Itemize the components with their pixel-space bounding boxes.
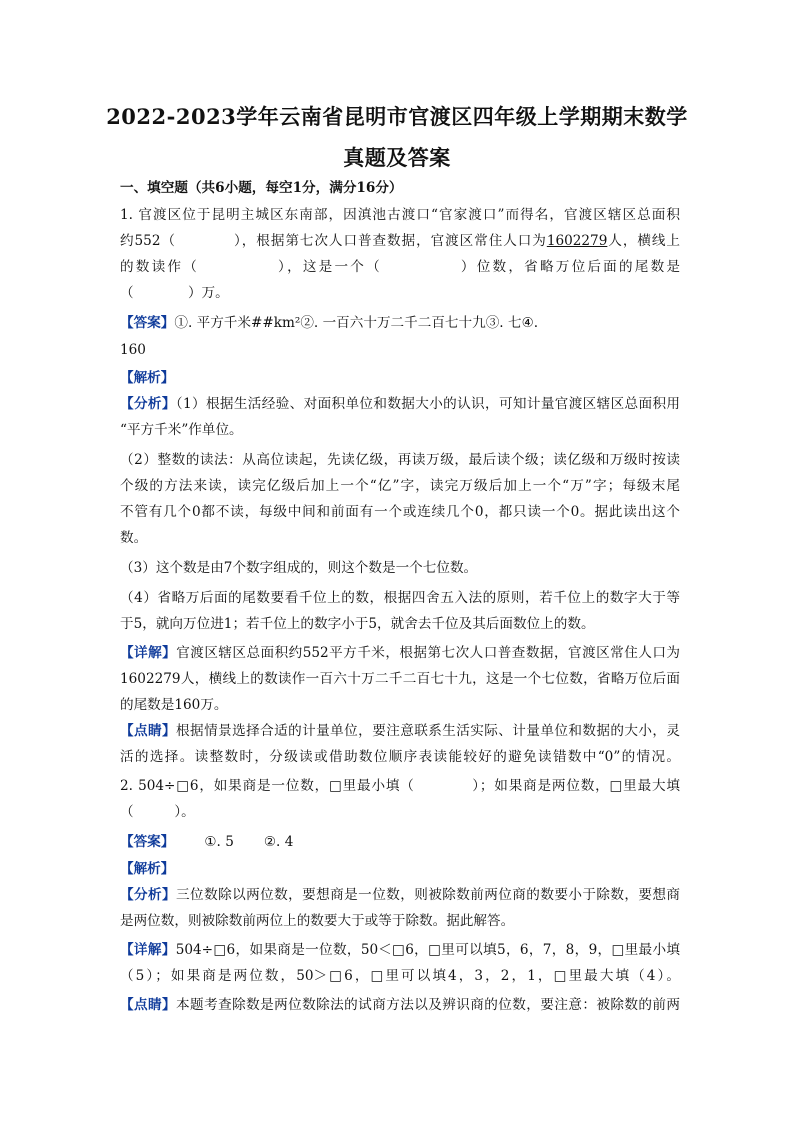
question-1-detail-line: 1602279人，横线上的数读作一百六十万二千二百七十九，这是一个七位数，省略万位后面 <box>120 671 680 687</box>
underlined-number: 1602279 <box>546 233 608 249</box>
question-1-stem-line: 1. 官渡区位于昆明主城区东南部，因滇池古渡口“官家渡口”而得名，官渡区辖区总面积 <box>120 207 680 223</box>
analysis-label: 【解析】 <box>120 370 175 386</box>
question-1-detail-line <box>120 644 680 662</box>
dianjing-label: 【点睛】 <box>120 723 177 739</box>
question-2-analysis-line <box>120 886 680 904</box>
detail-text: 504÷□6，如果商是一位数，50＜□6，□里可以填5，6，7，8，9，□里最小填 <box>175 942 680 958</box>
question-1-answer-continued: 160 <box>120 342 146 358</box>
question-1-analysis-line: 数。 <box>120 530 148 546</box>
dianjing-label: 【点睛】 <box>120 997 177 1013</box>
answer-item: ②. 4 <box>263 834 294 850</box>
answer-item: ①. 5 <box>204 834 234 850</box>
question-1-analysis-line: “平方千米”作单位。 <box>120 422 243 438</box>
question-1-detail-line: 的尾数是160万。 <box>120 697 228 713</box>
section-heading: 一、填空题（共6小题，每空1分，满分16分） <box>120 180 403 196</box>
answer-item: ②. 一百六十万二千二百七十九 <box>300 315 486 331</box>
page-title: 2022-2023学年云南省昆明市官渡区四年级上学期期末数学 <box>106 104 688 129</box>
question-2-stem-line: （ ）。 <box>120 804 195 820</box>
question-1-comment-line <box>120 722 680 740</box>
detail-text: 官渡区辖区总面积约552平方千米，根据第七次人口普查数据，官渡区常住人口为 <box>176 645 680 661</box>
question-1-analysis-line <box>120 395 680 413</box>
answer-label: 【答案】 <box>120 315 175 331</box>
question-1-analysis-line: （2）整数的读法：从高位读起，先读亿级，再读万级，最后读个级；读亿级和万级时按读 <box>120 452 680 468</box>
page-title-continued: 真题及答案 <box>343 145 451 170</box>
analysis-text: （1）根据生活经验、对面积单位和数据大小的认识，可知计量官渡区辖区总面积用 <box>175 396 681 412</box>
question-1-analysis-line: （4）省略万后面的尾数要看千位上的数，根据四舍五入法的原则，若千位上的数字大于等 <box>120 590 680 606</box>
comment-text: 根据情景选择合适的计量单位，要注意联系生活实际、计量单位和数据的大小，灵 <box>176 723 681 739</box>
analysis-label: 【解析】 <box>120 861 175 877</box>
question-1-stem-line <box>120 232 680 250</box>
question-1-analysis-line: 个级的方法来读，读完亿级后加上一个“亿”字，读完万级后加上一个“万”字；每级末尾 <box>120 478 680 494</box>
question-1-analysis-line: 不管有几个0都不读，每级中间和前面有一个或连续几个0，都只读一个0。据此读出这个 <box>120 504 680 520</box>
stem-text: 约552（ ），根据第七次人口普查数据，官渡区常住人口为 <box>120 233 547 249</box>
question-2-analysis-line: 是两位数，则被除数前两位上的数要大于或等于除数。据此解答。 <box>120 913 515 929</box>
xiangjie-label: 【详解】 <box>120 645 177 661</box>
question-1-answer <box>120 314 680 332</box>
answer-item: ③. 七 <box>485 315 522 331</box>
stem-text: 人，横线上 <box>607 233 680 249</box>
answer-item: ④. <box>521 315 539 331</box>
answer-label: 【答案】 <box>120 834 175 850</box>
question-2-answer <box>120 833 680 851</box>
comment-text: 本题考查除数是两位数除法的试商方法以及辨识商的位数，要注意：被除数的前两 <box>176 997 681 1013</box>
question-2-comment-line <box>120 996 680 1014</box>
xiangjie-label: 【详解】 <box>120 942 176 958</box>
answer-item: ①. 平方千米##km² <box>174 315 301 331</box>
analysis-text: 三位数除以两位数，要想商是一位数，则被除数前两位商的数要小于除数，要想商 <box>176 887 681 903</box>
question-2-stem-line: 2. 504÷□6，如果商是一位数，□里最小填（ ）；如果商是两位数，□里最大填 <box>120 778 680 794</box>
question-1-stem-line: 的数读作（ ），这是一个（ ）位数，省略万位后面的尾数是 <box>120 259 680 275</box>
question-1-comment-line: 活的选择。读整数时，分级读或借助数位顺序表读能较好的避免读错数中“0”的情况。 <box>120 749 680 765</box>
question-2-detail-line <box>120 941 680 959</box>
question-1-stem-line: （ ）万。 <box>120 285 229 301</box>
question-1-analysis-line: （3）这个数是由7个数字组成的，则这个数是一个七位数。 <box>120 560 478 576</box>
fenxi-label: 【分析】 <box>120 887 177 903</box>
fenxi-label: 【分析】 <box>120 396 176 412</box>
question-2-detail-line: （5）；如果商是两位数，50＞□6，□里可以填4，3，2，1，□里最大填（4）。 <box>120 968 680 984</box>
question-1-analysis-line: 于5，就向万位进1；若千位上的数字小于5，就舍去千位及其后面数位上的数。 <box>120 616 595 632</box>
